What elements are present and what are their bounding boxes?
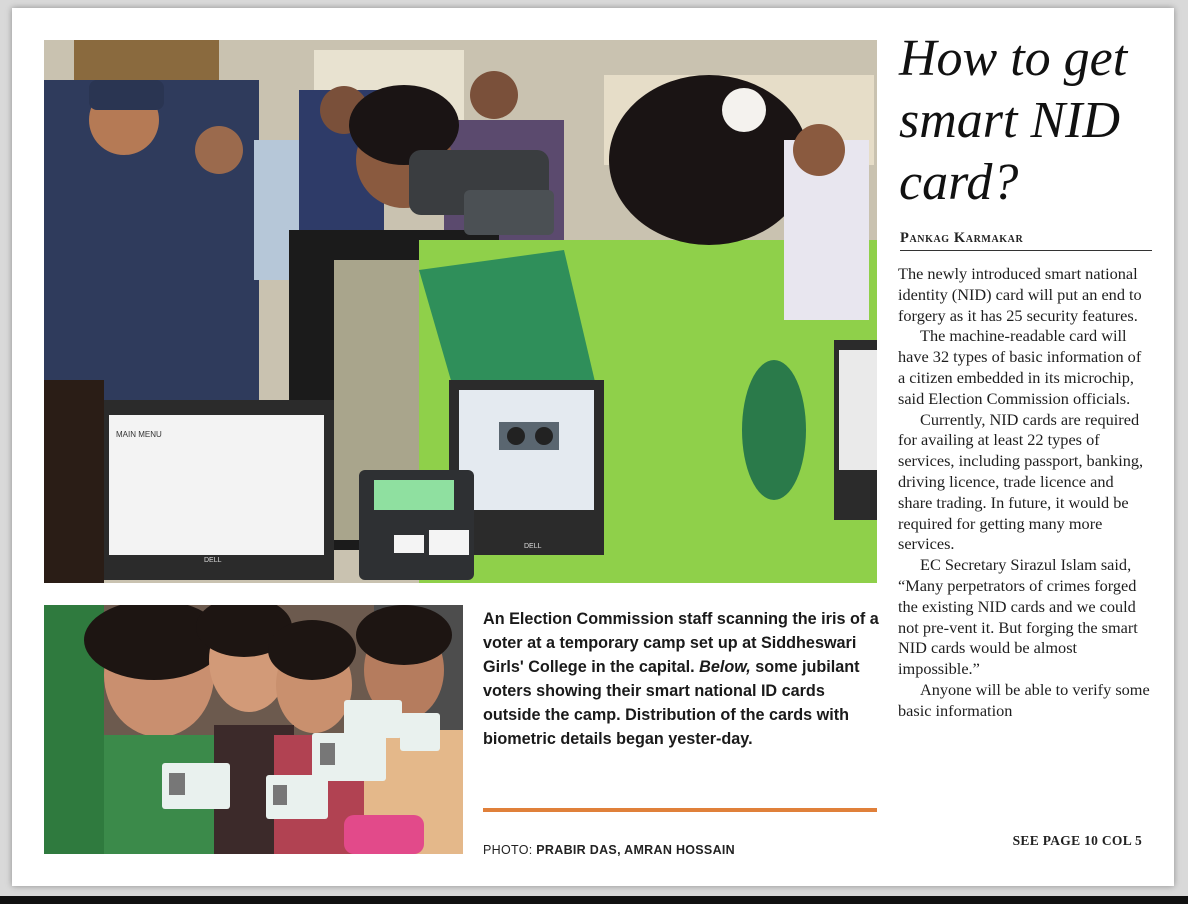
main-photo-illustration — [44, 40, 877, 583]
photo-credit-names: PRABIR DAS, AMRAN HOSSAIN — [536, 843, 735, 857]
laptop-brand-center: DELL — [524, 543, 542, 550]
caption-divider — [483, 808, 877, 812]
article-paragraph: The machine-readable card will have 32 types of basic information of a citizen embedded in its microchip, said Election Commission officials. — [898, 326, 1142, 408]
main-photo-iris-scan — [44, 40, 877, 583]
article-paragraph: Anyone will be able to verify some basic information — [898, 679, 1150, 720]
caption-below-word: Below, — [699, 658, 751, 676]
secondary-photo-illustration — [44, 605, 463, 854]
headline: How to get smart NID card? — [899, 30, 1128, 211]
caption-part-1: An Election Commission staff scanning the iris of a voter at a temporary camp set up at Siddheswari Girls' College in the capital. — [483, 610, 879, 676]
photo-caption — [483, 607, 879, 751]
article-paragraph: Currently, NID cards are required for availing at least 22 types of services, including passport, banking, driving licence, trade licence and share trading. In future, it would be required for getting many more services. — [898, 409, 1144, 554]
byline: Pankag Karmakar — [900, 230, 1152, 251]
laptop-screen-label: MAIN MENU — [116, 430, 162, 439]
article-paragraph: EC Secretary Sirazul Islam said, “Many perpetrators of crimes forged the existing NID cards and we could not pre-vent it. But forging the smart NID cards would be almost impossible.” — [898, 555, 1138, 679]
continuation-link[interactable]: SEE PAGE 10 COL 5 — [1012, 833, 1142, 848]
photo-credit — [483, 843, 735, 857]
laptop-brand-left: DELL — [204, 557, 222, 564]
secondary-photo-voters-with-cards — [44, 605, 463, 854]
caption-part-2: some jubilant voters showing their smart national ID cards outside the camp. Distribution of the cards with biometric details began yester-day. — [483, 658, 860, 748]
article-body — [898, 264, 1152, 722]
article-paragraph: The newly introduced smart national identity (NID) card will put an end to forgery as it has 25 security features. — [898, 264, 1142, 325]
bottom-edge — [0, 896, 1188, 904]
photo-credit-label: PHOTO: — [483, 843, 537, 857]
